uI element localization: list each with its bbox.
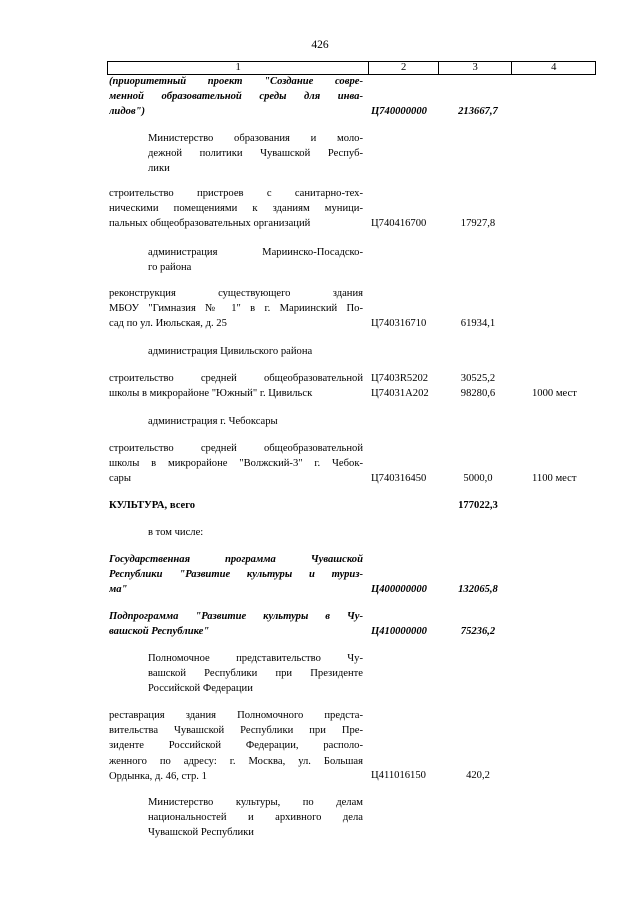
text-line: женного по адресу: г. Москва, ул. Большая — [109, 755, 363, 767]
row-description — [109, 609, 363, 639]
row-code: Ц740316710 — [371, 318, 427, 329]
text-line: го района — [148, 262, 192, 274]
column-header-4: 4 — [512, 62, 596, 75]
text-line: сары — [109, 473, 131, 485]
row-description — [109, 441, 363, 487]
text-line: Ордынка, д. 46, стр. 1 — [109, 770, 207, 782]
row-amount: 75236,2 — [460, 626, 496, 637]
text-line: в том числе: — [148, 527, 204, 538]
row-capacity: 1100 мест — [532, 473, 577, 484]
row-description — [148, 795, 363, 841]
text-line: пальных общеобразовательных организаций — [109, 218, 311, 230]
text-line: вашской Республике" — [109, 626, 210, 638]
row-code: Ц411016150 — [371, 770, 426, 781]
text-line: Государственная программа Чувашской — [109, 554, 363, 565]
column-header-3: 3 — [438, 62, 512, 75]
column-header-table — [107, 61, 596, 75]
text-line: строительство средней общеобразовательной — [109, 443, 363, 454]
text-line: лики — [148, 163, 170, 175]
row-amount: 17927,8 — [460, 218, 496, 229]
row-code: Ц7403R5202 — [371, 373, 429, 384]
row-description — [148, 344, 363, 359]
row-code: Ц400000000 — [371, 584, 427, 595]
page-number: 426 — [311, 39, 329, 51]
row-description — [109, 371, 363, 401]
row-code: Ц740416700 — [371, 218, 427, 229]
text-line: Российской Федерации — [148, 683, 253, 695]
text-line: школы в микрорайоне "Волжский-3" г. Чебок- — [109, 458, 363, 470]
text-line: (приоритетный проект "Создание совре- — [109, 76, 363, 87]
text-line: Подпрограмма "Развитие культуры в Чу- — [109, 611, 363, 622]
text-line: ническими помещениями к зданиям муници- — [109, 203, 363, 215]
row-description — [109, 708, 363, 784]
text-line: сад по ул. Июльская, д. 25 — [109, 318, 227, 330]
text-line: администрация Мариинско-Посадско- — [148, 247, 363, 258]
row-description — [148, 131, 363, 177]
row-description — [109, 552, 363, 598]
text-line: Министерство культуры, по делам — [148, 797, 363, 808]
row-description — [109, 186, 363, 232]
text-line: национальностей и архивного дела — [148, 812, 363, 824]
row-description — [109, 74, 363, 120]
text-line: реставрация здания Полномочного предста- — [109, 710, 363, 721]
row-description — [148, 651, 363, 697]
text-line: реконструкция существующего здания — [109, 288, 363, 299]
row-amount: 132065,8 — [458, 584, 498, 595]
row-amount: 30525,2 — [460, 373, 496, 384]
text-line: строительство средней общеобразовательной — [109, 373, 363, 384]
row-capacity: 1000 мест — [532, 388, 577, 399]
row-amount: 420,2 — [466, 770, 490, 781]
row-code: Ц740000000 — [371, 106, 427, 117]
text-line: строительство пристроев с санитарно-тех- — [109, 188, 363, 199]
column-header-1: 1 — [108, 62, 369, 75]
column-header-2: 2 — [369, 62, 439, 75]
text-line: Чувашской Республики — [148, 827, 254, 839]
row-description — [109, 286, 363, 332]
row-amount: 98280,6 — [460, 388, 496, 399]
text-line: администрация Цивильского района — [148, 346, 313, 357]
text-line: менной образовательной среды для инва- — [109, 91, 363, 103]
text-line: вительства Чувашской Республики при Пре- — [109, 725, 363, 737]
row-description — [109, 498, 363, 513]
text-line: Министерство образования и моло- — [148, 133, 363, 144]
text-line: администрация г. Чебоксары — [148, 416, 278, 427]
text-line: школы в микрорайоне "Южный" г. Цивильск — [109, 388, 313, 400]
row-description — [148, 245, 363, 275]
text-line: вашской Республики при Президенте — [148, 668, 363, 680]
column-header-row — [108, 62, 596, 75]
text-line: ма" — [109, 584, 128, 596]
row-amount: 213667,7 — [458, 106, 498, 117]
row-code: Ц74031A202 — [371, 388, 429, 399]
row-amount: 61934,1 — [460, 318, 496, 329]
text-line: Республики "Развитие культуры и туриз- — [109, 569, 363, 581]
row-code: Ц740316450 — [371, 473, 427, 484]
row-code: Ц410000000 — [371, 626, 427, 637]
row-description — [148, 525, 363, 540]
text-line: дежной политики Чувашской Респуб- — [148, 148, 363, 160]
text-line: МБОУ "Гимназия № 1" в г. Мариинский По- — [109, 303, 363, 315]
text-line: КУЛЬТУРА, всего — [109, 500, 196, 511]
text-line: зиденте Российской Федерации, располо- — [109, 740, 363, 752]
row-description — [148, 414, 363, 429]
text-line: лидов") — [109, 106, 146, 118]
row-amount: 177022,3 — [458, 500, 498, 511]
text-line: Полномочное представительство Чу- — [148, 653, 363, 664]
row-amount: 5000,0 — [463, 473, 493, 484]
